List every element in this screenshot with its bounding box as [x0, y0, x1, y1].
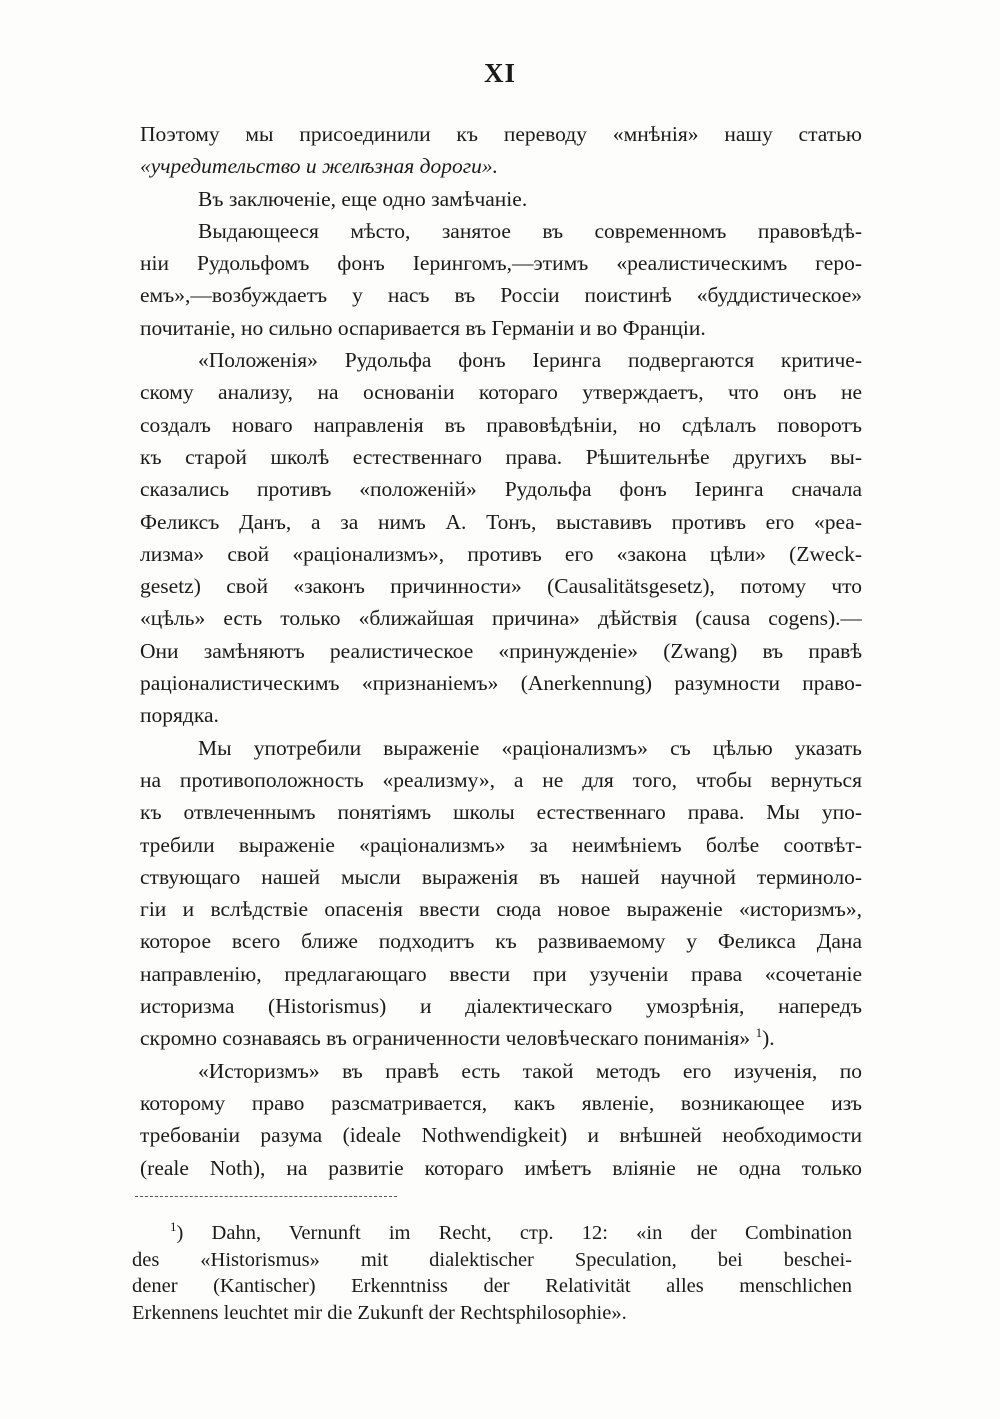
footnote-ref: 1 — [755, 1025, 763, 1041]
text-line: Выдающееся мѣсто, занятое въ современномъ правовѣдѣ- — [198, 218, 862, 243]
text-line: скому анализу, на основаніи котораго утверждаетъ, что онъ не — [140, 380, 862, 405]
footnote-line: des «Historismus» mit dialektischer Speculation, bei beschei- — [132, 1248, 852, 1271]
text-fragment: ) Dahn, Vernunft im Recht, стр. 12: «in der Combination — [176, 1222, 852, 1244]
footnote-line — [132, 1220, 852, 1247]
page-number: XI — [483, 58, 516, 88]
text-line: Феликсъ Данъ, а за нимъ А. Тонъ, выставивъ противъ его «реа- — [140, 509, 862, 534]
text-line: ствующаго нашей мысли выраженія въ нашей научной терминоло- — [140, 864, 862, 889]
text-line: требили выраженіе «раціонализмъ» за неимѣніемъ болѣе соотвѣт- — [140, 832, 862, 857]
text-line: порядка. — [140, 703, 219, 728]
text-line: Мы употребили выраженіе «раціонализмъ» съ цѣлью указать — [198, 735, 862, 760]
text-line: Поэтому мы присоединили къ переводу «мнѣнія» нашу статью — [140, 122, 862, 146]
text-line: почитаніе, но сильно оспаривается въ Германіи и во Франціи. — [140, 315, 706, 340]
text-line: gesetz) свой «законъ причинности» (Causalitätsgesetz), потому что — [140, 574, 862, 599]
text-line: «учредительство и желѣзная дороги». — [140, 154, 498, 179]
text-line: къ старой школѣ естественнаго права. Рѣшительнѣе другихъ вы- — [140, 444, 862, 469]
text-line: на противоположность «реализму», а не для того, чтобы вернуться — [140, 767, 862, 792]
text-line: которое всего ближе подходитъ къ развиваемому у Феликса Дана — [140, 929, 862, 954]
text-line: «Историзмъ» въ правѣ есть такой методъ его изученія, по — [198, 1058, 862, 1083]
text-line-with-footnote-ref — [140, 1022, 862, 1054]
text-line: которому право разсматривается, какъ явленіе, возникающее изъ — [140, 1090, 862, 1115]
text-line: «цѣль» есть только «ближайшая причина» дѣйствія (causa cogens).— — [140, 606, 862, 631]
text-line: требованіи разума (ideale Nothwendigkeit) и внѣшней необходимости — [140, 1123, 862, 1148]
text-fragment: ). — [762, 1026, 775, 1051]
text-line: емъ»,—возбуждаетъ у насъ въ Россіи поистинѣ «буддистическое» — [140, 283, 862, 308]
text-line: сказались противъ «положеній» Рудольфа фонъ Іеринга сначала — [140, 477, 862, 502]
text-line: (reale Noth), на развитіе котораго имѣетъ вліяніе не одна только — [140, 1155, 862, 1180]
text-line: Въ заключеніе, еще одно замѣчаніе. — [198, 186, 528, 211]
main-text — [140, 118, 862, 1184]
text-line: «Положенія» Рудольфа фонъ Іеринга подвергаются критиче- — [198, 348, 862, 373]
text-line: лизма» свой «раціонализмъ», противъ его «закона цѣли» (Zweck- — [140, 541, 862, 566]
text-line: историзма (Historismus) и діалектическаго умозрѣнія, напередъ — [140, 994, 862, 1019]
text-line: гіи и вслѣдствіе опасенія ввести сюда новое выраженіе «историзмъ», — [140, 897, 862, 922]
footnote-line: dener (Kantischer) Erkenntniss der Relativität alles menschlichen — [132, 1275, 852, 1297]
text-line: создалъ новаго направленія въ правовѣдѣніи, но сдѣлалъ поворотъ — [140, 412, 862, 437]
text-line: къ отвлеченнымъ понятіямъ школы естественнаго права. Мы упо- — [140, 800, 862, 825]
footnote-line: Erkennens leuchtet mir die Zukunft der Rechtsphilosophie». — [132, 1301, 627, 1324]
footnote-divider — [135, 1196, 397, 1197]
text-line: направленію, предлагающаго ввести при узученіи права «сочетаніе — [140, 961, 862, 986]
text-line: Они замѣняютъ реалистическое «принужденіе» (Zwang) въ правѣ — [140, 638, 862, 663]
text-line: раціоналистическимъ «признаніемъ» (Anerkennung) разумности право- — [140, 671, 862, 696]
footnote — [132, 1220, 852, 1326]
text-fragment: скромно сознаваясь въ ограниченности человѣческаго пониманія» — [140, 1026, 751, 1051]
footnote-marker: 1 — [170, 1220, 177, 1235]
text-line: ніи Рудольфомъ фонъ Іерингомъ,—этимъ «реалистическимъ геро- — [140, 251, 862, 276]
